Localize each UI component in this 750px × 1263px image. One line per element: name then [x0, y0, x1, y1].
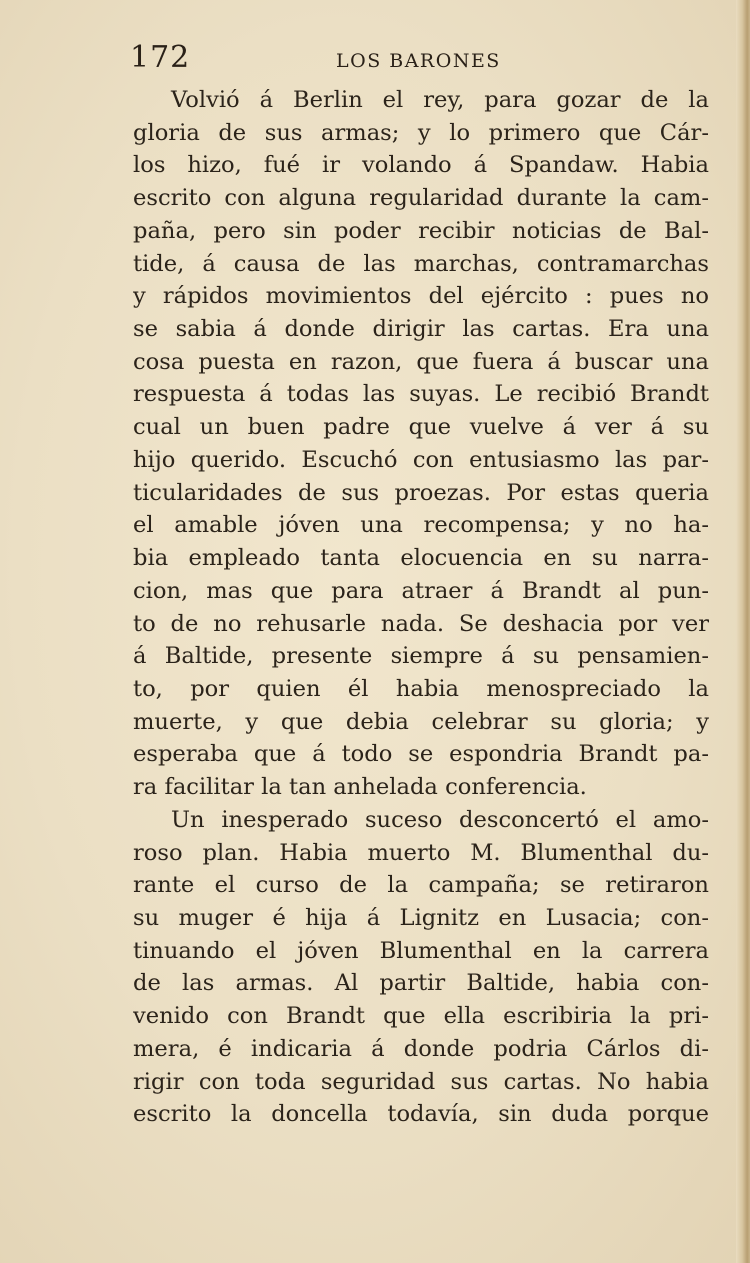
text-line: el amable jóven una recompensa; y no ha- [133, 512, 709, 539]
page-header [130, 38, 710, 82]
text-line: ticularidades de sus proezas. Por estas queria [133, 479, 709, 506]
page-edge [736, 0, 750, 1263]
text-line: paña, pero sin poder recibir noticias de Bal- [133, 217, 709, 244]
text-line: su muger é hija á Lignitz en Lusacia; con- [133, 904, 709, 931]
text-line: cosa puesta en razon, que fuera á buscar una [133, 348, 709, 375]
running-head: LOS BARONES [336, 50, 501, 72]
text-line: respuesta á todas las suyas. Le recibió Brandt [133, 381, 709, 408]
page-number: 172 [130, 40, 191, 75]
text-line: de las armas. Al partir Baltide, habia con- [133, 970, 709, 997]
text-line: hijo querido. Escuchó con entusiasmo las par- [133, 446, 709, 473]
text-line: muerte, y que debia celebrar su gloria; y [133, 708, 709, 735]
text-line: roso plan. Habia muerto M. Blumenthal du- [133, 839, 709, 866]
text-line: rigir con toda seguridad sus cartas. No habia [133, 1068, 709, 1095]
text-line: ra facilitar la tan anhelada conferencia. [133, 774, 587, 801]
text-line: venido con Brandt que ella escribiria la pri- [133, 1003, 709, 1030]
text-line: gloria de sus armas; y lo primero que Cár- [133, 119, 709, 146]
text-line: á Baltide, presente siempre á su pensamien- [133, 643, 709, 670]
text-line: tide, á causa de las marchas, contramarchas [133, 250, 709, 277]
text-line: escrito con alguna regularidad durante la cam- [133, 185, 709, 212]
text-line: bia empleado tanta elocuencia en su narra- [133, 545, 709, 572]
text-line: cual un buen padre que vuelve á ver á su [133, 414, 709, 441]
text-line: mera, é indicaria á donde podria Cárlos di- [133, 1035, 709, 1062]
text-line: cion, mas que para atraer á Brandt al pun- [133, 577, 709, 604]
text-line: escrito la doncella todavía, sin duda porque [133, 1101, 709, 1128]
text-line: tinuando el jóven Blumenthal en la carrera [133, 937, 709, 964]
text-line: los hizo, fué ir volando á Spandaw. Habia [133, 152, 709, 179]
body-text [133, 84, 709, 1131]
text-line: y rápidos movimientos del ejército : pues no [133, 283, 709, 310]
text-line: to de no rehusarle nada. Se deshacia por ver [133, 610, 709, 637]
text-line: Un inesperado suceso desconcertó el amo- [171, 806, 709, 833]
text-line: esperaba que á todo se espondria Brandt pa- [133, 741, 709, 768]
text-line: se sabia á donde dirigir las cartas. Era una [133, 316, 709, 343]
text-line: to, por quien él habia menospreciado la [133, 675, 709, 702]
text-line: Volvió á Berlin el rey, para gozar de la [171, 87, 709, 113]
text-line: rante el curso de la campaña; se retiraron [133, 872, 709, 899]
